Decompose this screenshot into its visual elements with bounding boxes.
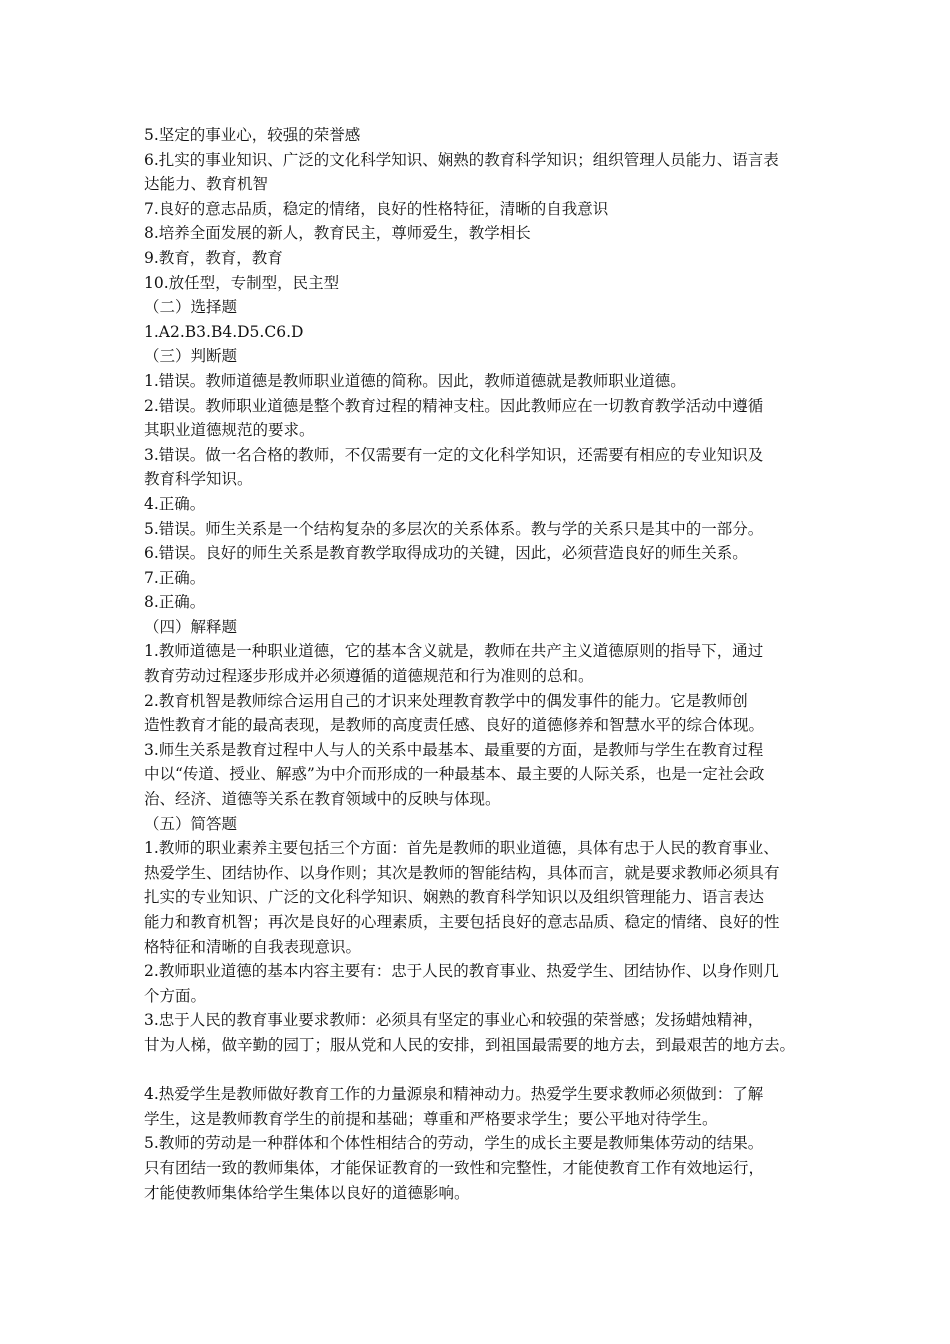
text-line: 6.错误。良好的师生关系是教育教学取得成功的关键，因此，必须营造良好的师生关系。 [144,544,748,563]
text-line: 达能力、教育机智 [144,175,269,194]
text-line: 中以“传道、授业、解惑”为中介而形成的一种最基本、最主要的人际关系，也是一定社会政 [144,765,765,784]
text-line: 3.师生关系是教育过程中人与人的关系中最基本、最重要的方面，是教师与学生在教育过程 [144,740,764,759]
text-line: 造性教育才能的最高表现，是教师的高度责任感、良好的道德修养和智慧水平的综合体现。 [144,716,765,735]
text-line: 8.培养全面发展的新人，教育民主，尊师爱生，教学相长 [144,224,531,243]
document-body [144,123,824,1205]
text-line: 10.放任型，专制型，民主型 [144,273,340,292]
text-line: 格特征和清晰的自我表现意识。 [144,937,362,956]
text-line: 治、经济、道德等关系在教育领域中的反映与体现。 [144,790,501,809]
text-line: 才能使教师集体给学生集体以良好的道德影响。 [144,1183,470,1202]
text-line: 学生，这是教师教育学生的前提和基础；尊重和严格要求学生；要公平地对待学生。 [144,1109,718,1128]
text-line: 7.良好的意志品质，稳定的情绪，良好的性格特征，清晰的自我意识 [144,199,609,218]
text-line: 2.错误。教师职业道德是整个教育过程的精神支柱。因此教师应在一切教育教学活动中遵循 [144,396,764,415]
text-line: 个方面。 [144,986,207,1005]
blank-line [144,1058,824,1083]
text-line: 4.正确。 [144,494,206,513]
text-line: 扎实的专业知识、广泛的文化科学知识、娴熟的教育科学知识以及组织管理能力、语言表达 [144,888,765,907]
text-line: 8.正确。 [144,593,206,612]
text-line: 甘为人梯，做辛勤的园丁；服从党和人民的安排，到祖国最需要的地方去，到最艰苦的地方去。 [144,1035,796,1054]
text-line: 教育劳动过程逐步形成并必须遵循的道德规范和行为准则的总和。 [144,667,594,686]
text-line: 5.教师的劳动是一种群体和个体性相结合的劳动，学生的成长主要是教师集体劳动的结果。 [144,1134,764,1153]
text-line: 3.错误。做一名合格的教师，不仅需要有一定的文化科学知识，还需要有相应的专业知识及 [144,445,764,464]
text-line: 热爱学生、团结协作、以身作则；其次是教师的智能结构，具体而言，就是要求教师必须具有 [144,863,780,882]
text-line: 7.正确。 [144,568,206,587]
text-line: 教育科学知识。 [144,470,253,489]
text-line: 5.坚定的事业心，较强的荣誉感 [144,126,361,144]
text-line: 其职业道德规范的要求。 [144,421,315,440]
section-heading: （二）选择题 [144,298,238,317]
section-heading: （三）判断题 [144,347,238,366]
text-line: 2.教师职业道德的基本内容主要有：忠于人民的教育事业、热爱学生、团结协作、以身作则几 [144,962,779,981]
text-line: 2.教育机智是教师综合运用自己的才识来处理教育教学中的偶发事件的能力。它是教师创 [144,691,748,710]
text-line: 6.扎实的事业知识、广泛的文化科学知识、娴熟的教育科学知识；组织管理人员能力、语言表 [144,150,779,169]
section-heading: （五）简答题 [144,814,238,833]
text-line: 1.A2.B3.B4.D5.C6.D [144,322,304,341]
text-line: 1.教师道德是一种职业道德，它的基本含义就是，教师在共产主义道德原则的指导下，通过 [144,642,764,661]
text-line: 5.错误。师生关系是一个结构复杂的多层次的关系体系。教与学的关系只是其中的一部分。 [144,519,764,538]
text-line: 能力和教育机智；再次是良好的心理素质，主要包括良好的意志品质、稳定的情绪、良好的性 [144,913,780,931]
text-line: 9.教育，教育，教育 [144,248,283,267]
text-line: 1.错误。教师道德是教师职业道德的简称。因此，教师道德就是教师职业道德。 [144,371,686,390]
section-heading: （四）解释题 [144,617,238,636]
text-line: 只有团结一致的教师集体，才能保证教育的一致性和完整性，才能使教育工作有效地运行， [144,1158,765,1177]
text-line: 1.教师的职业素养主要包括三个方面：首先是教师的职业道德，具体有忠于人民的教育事业、 [144,839,779,858]
text-line: 3.忠于人民的教育事业要求教师：必须具有坚定的事业心和较强的荣誉感；发扬蜡烛精神， [144,1011,764,1030]
text-line: 4.热爱学生是教师做好教育工作的力量源泉和精神动力。热爱学生要求教师必须做到：了解 [144,1085,764,1104]
